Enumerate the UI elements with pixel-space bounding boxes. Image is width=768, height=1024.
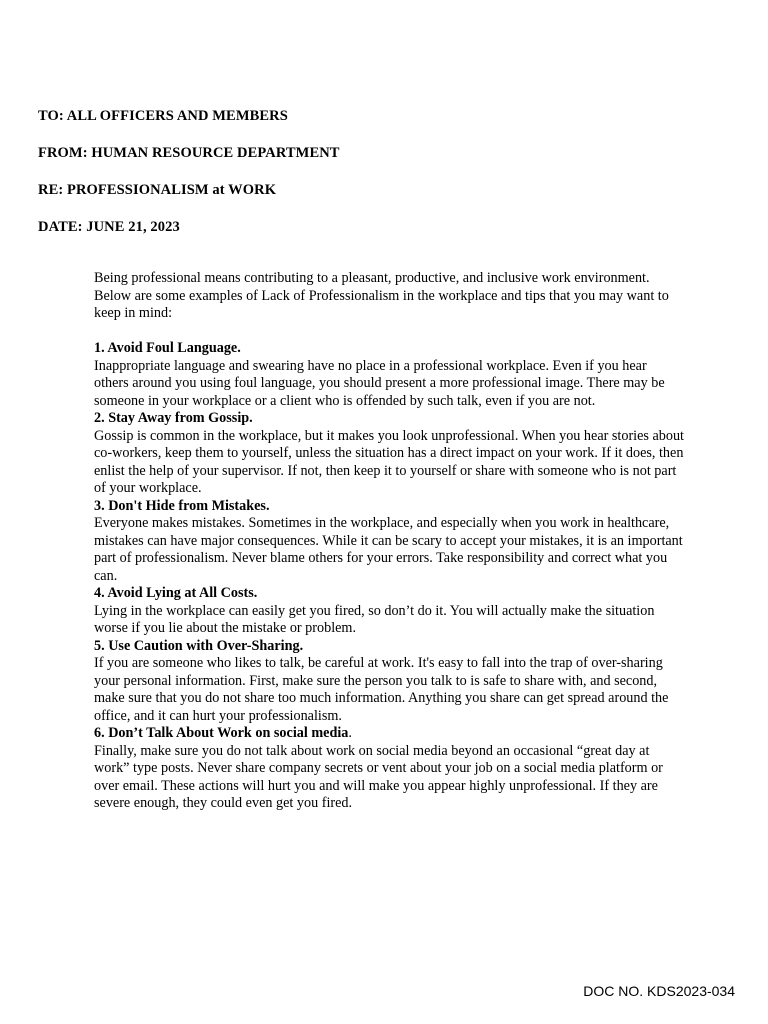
memo-to: TO: ALL OFFICERS AND MEMBERS bbox=[38, 108, 288, 124]
item-title: 3. Don't Hide from Mistakes. bbox=[94, 497, 270, 514]
item-text: If you are someone who likes to talk, be careful at work. It's easy to fall into the trap of over-sharing your personal information. First, make sure the person you talk to is safe to share with, and second, make sure that you do not share too much information. Anything you share can get spread around the office, and it can hurt your professionalism. bbox=[94, 655, 669, 724]
memo-body bbox=[94, 270, 684, 813]
item-title: 5. Use Caution with Over-Sharing. bbox=[94, 637, 304, 654]
list-item bbox=[94, 638, 684, 726]
item-title-line bbox=[94, 725, 684, 743]
document-number: DOC NO. KDS2023-034 bbox=[583, 983, 735, 999]
list-item bbox=[94, 585, 684, 638]
list-item bbox=[94, 498, 684, 586]
list-item bbox=[94, 410, 684, 498]
memo-date: DATE: JUNE 21, 2023 bbox=[38, 219, 180, 235]
item-title: 1. Avoid Foul Language. bbox=[94, 340, 241, 356]
item-title: 6. Don’t Talk About Work on social media bbox=[94, 725, 349, 741]
memo-subject: RE: PROFESSIONALISM at WORK bbox=[38, 182, 277, 198]
list-item bbox=[94, 725, 684, 813]
item-text: Everyone makes mistakes. Sometimes in the workplace, and especially when you work in healthcare, mistakes can have major consequences. While it can be scary to accept your mistakes, it is an important part of professionalism. Never blame others for your errors. Take responsibility and correct what you can. bbox=[94, 515, 683, 584]
item-text: Lying in the workplace can easily get you fired, so don’t do it. You will actually make the situation worse if you lie about the mistake or problem. bbox=[94, 602, 655, 636]
item-text: Inappropriate language and swearing have no place in a professional workplace. Even if you hear others around you using foul language, you should present a more professional image. There may be someone in your workplace or a client who is offended by such talk, even if you are not. bbox=[94, 357, 665, 409]
list-item bbox=[94, 340, 684, 410]
item-title-suffix: . bbox=[348, 725, 352, 741]
item-text: Gossip is common in the workplace, but it makes you look unprofessional. When you hear stories about co-workers, keep them to yourself, unless the situation has a direct impact on your work. If it does, then enlist the help of your supervisor. If not, then keep it to yourself or share with someone who is not part of your workplace. bbox=[94, 427, 684, 496]
item-title: 4. Avoid Lying at All Costs. bbox=[94, 585, 258, 601]
item-title: 2. Stay Away from Gossip. bbox=[94, 410, 253, 426]
memo-from: FROM: HUMAN RESOURCE DEPARTMENT bbox=[38, 145, 340, 161]
item-text: Finally, make sure you do not talk about work on social media beyond an occasional “great day at work” type posts. Never share company secrets or vent about your job on a social media platform or over email. These actions will hurt you and will make you appear highly unprofessional. If they are severe enough, they could even get you fired. bbox=[94, 742, 663, 811]
intro-paragraph: Being professional means contributing to a pleasant, productive, and inclusive work environment. Below are some examples of Lack of Professionalism in the workplace and tips that you may want to keep in mind: bbox=[94, 270, 669, 321]
